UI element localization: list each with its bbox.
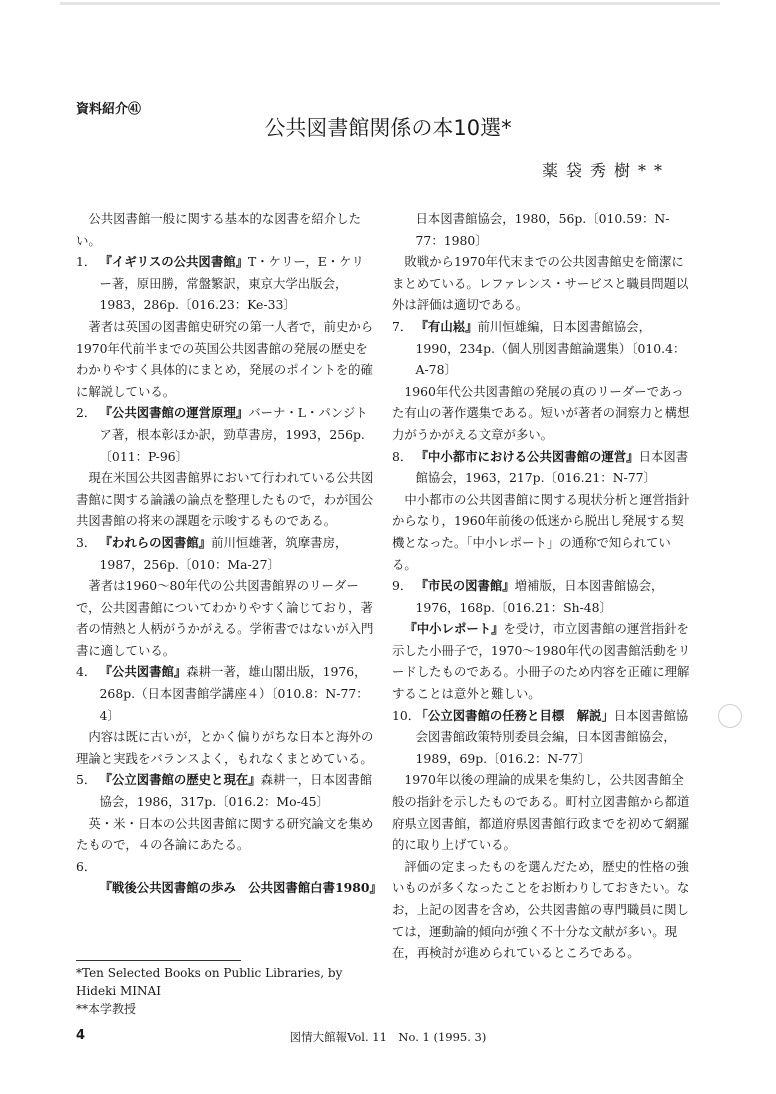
series-label: 資料紹介㊶ xyxy=(76,102,142,117)
entry-description: 1970年以後の理論的成果を集約し，公共図書館全般の指針を示したものである。町村立図書館から都道府県立図書館，都道府県図書館行政までを初めて網羅的に取り上げている。 xyxy=(392,772,690,853)
entry-cite: バーナ・L・パンジトア著，根本彰ほか訳，勁草書房，1993，256p.〔011：P-96〕 xyxy=(99,405,368,464)
entry-title: 『市民の図書館』 xyxy=(415,578,515,594)
footnote-separator xyxy=(76,960,241,961)
entry-title: 『われらの図書館』 xyxy=(99,534,212,550)
author-name: 薬袋秀樹** xyxy=(541,161,670,180)
entry-citation xyxy=(76,251,376,316)
entry-description: 著者は1960～80年代の公共図書館界のリーダーで，公共図書館についてわかりやすく論じており，著者の情熱と人柄がうかがえる。学術書ではないが入門書に適している。 xyxy=(76,578,374,658)
entry-title: 『公共図書館』 xyxy=(99,664,187,680)
closing-paragraph: 評価の定まったものを選んだため，歴史的性格の強いものが多くなったことをお断わりしておきたい。なお，上記の図書を含め，公共図書館の専門職員に関しては，運動論的傾向が強く不十分な文献が多い。現在，再検討が進められているところである。 xyxy=(392,858,690,961)
page-number: 4 xyxy=(76,1028,86,1043)
entry-citation xyxy=(76,856,382,899)
entry-number: 6． xyxy=(76,858,97,874)
entry-citation xyxy=(76,661,376,726)
punch-hole-mark xyxy=(718,704,742,728)
entry-citation xyxy=(392,705,694,770)
entry-cite: 前川恒雄編，日本図書館協会，1990，234p.（個人別図書館論選集）〔010.4：A-78〕 xyxy=(415,318,686,378)
journal-footer: 図情大館報Vol. 11 No. 1 (1995. 3) xyxy=(289,1030,487,1044)
footnotes xyxy=(76,964,376,1018)
entry-description: 中小都市の公共図書館に関する現状分析と運営指針からなり，1960年前後の低迷から脱出し発展する契機となった。「中小レポート」の通称で知られている。 xyxy=(392,491,690,572)
entry-cite: 前川恒雄著，筑摩書房，1987，256p.〔010：Ma-27〕 xyxy=(99,534,348,572)
footnote-english-title: *Ten Selected Books on Public Libraries, by Hideki MINAI xyxy=(76,966,343,998)
intro-paragraph: 公共図書館一般に関する基本的な図書を紹介したい。 xyxy=(76,211,361,248)
entry-description: 著者は英国の図書館史研究の第一人者で，前史から1970年代前半までの英国公共図書館の発展の歴史をわかりやすく具体的にまとめ，発展のポイントを的確に解説している。 xyxy=(76,318,374,399)
entry-citation xyxy=(392,575,694,618)
entry-description: 1960年代公共図書館の発展の真のリーダーであった有山の著作選集である。短いが著者の洞察力と構想力がうかがえる文章が多い。 xyxy=(392,383,690,442)
entry-number: 5． xyxy=(76,772,97,788)
scan-edge-line xyxy=(60,2,720,5)
entry-title: 『有山崧』 xyxy=(415,318,478,334)
entry-description: 敗戦から1970年代末までの公共図書館史を簡潔にまとめている。レファレンス・サービスと職員問題以外は評価は適切である。 xyxy=(392,254,689,313)
entry-number: 8． xyxy=(392,448,413,464)
entry-number: 9． xyxy=(392,578,413,594)
entry-description: 『中小レポート』を受け，市立図書館の運営指針を示した小冊子で，1970～1980年代の図書館活動をリードしたものである。小冊子のため内容を正確に理解することは意外と難しい。 xyxy=(392,621,691,702)
entry-number: 10． xyxy=(392,707,421,723)
entry-title: 『戦後公共図書館の歩み 公共図書館白書1980』 xyxy=(99,880,382,896)
entry-title: 『イギリスの公共図書館』 xyxy=(99,254,248,270)
entry-number: 1． xyxy=(76,254,97,270)
entry-description: 現在米国公共図書館界において行われている公共図書館に関する論議の論点を整理したもので，わが国公共図書館の将来の課題を示唆するものである。 xyxy=(76,470,374,529)
entry-cite: 日本図書館協会，1980，56p.〔010.59：N-77：1980〕 xyxy=(415,211,670,248)
entry-title: 『公共図書館の運営原理』 xyxy=(99,405,249,421)
right-column xyxy=(392,208,694,964)
entry-citation xyxy=(76,769,376,812)
entry-cite: 日本図書館協会図書館政策特別委員会編，日本図書館協会，1989，69p.〔016.2：N-77〕 xyxy=(415,707,689,766)
entry-number: 4． xyxy=(76,664,97,680)
entry-number: 7． xyxy=(392,318,413,334)
entry-cite: 森耕一著，雄山閣出版，1976，268p.（日本図書館学講座４）〔010.8：N-77：4〕 xyxy=(99,664,369,723)
entry-cite: 森耕一，日本図書館協会，1986，317p.〔016.2：Mo-45〕 xyxy=(99,772,373,810)
entry-description: 英・米・日本の公共図書館に関する研究論文を集めたもので，４の各論にあたる。 xyxy=(76,815,374,853)
entry-citation xyxy=(392,316,694,381)
article-title: 公共図書館関係の本10選* xyxy=(264,116,512,140)
entry-citation-continued xyxy=(392,208,694,251)
entry-title: 『公立図書館の歴史と現在』 xyxy=(99,772,261,788)
left-column xyxy=(76,208,382,899)
entry-citation xyxy=(392,446,694,489)
entry-title: 「公立図書館の任務と目標 解説」 xyxy=(415,707,614,723)
entry-cite: 日本図書館協会，1963，217p.〔016.21：N-77〕 xyxy=(415,448,689,486)
entry-citation xyxy=(76,402,376,467)
entry-number: 3． xyxy=(76,534,97,550)
footnote-affiliation: **本学教授 xyxy=(76,1002,137,1016)
entry-description: 内容は既に古いが，とかく偏りがちな日本と海外の理論と実践をバランスよく，もれなくまとめている。 xyxy=(76,729,374,766)
entry-cite: 増補版，日本図書館協会，1976，168p.〔016.21：Sh-48〕 xyxy=(415,578,664,615)
entry-number: 2． xyxy=(76,405,97,421)
entry-title: 『中小都市における公共図書館の運営』 xyxy=(415,448,639,464)
entry-description-title: 『中小レポート』 xyxy=(404,621,504,637)
entry-cite: T・ケリー，E・ケリー著，原田勝，常盤繁訳，東京大学出版会，1983，286p.〔016.23：Ke-33〕 xyxy=(99,254,364,313)
entry-citation xyxy=(76,532,376,575)
